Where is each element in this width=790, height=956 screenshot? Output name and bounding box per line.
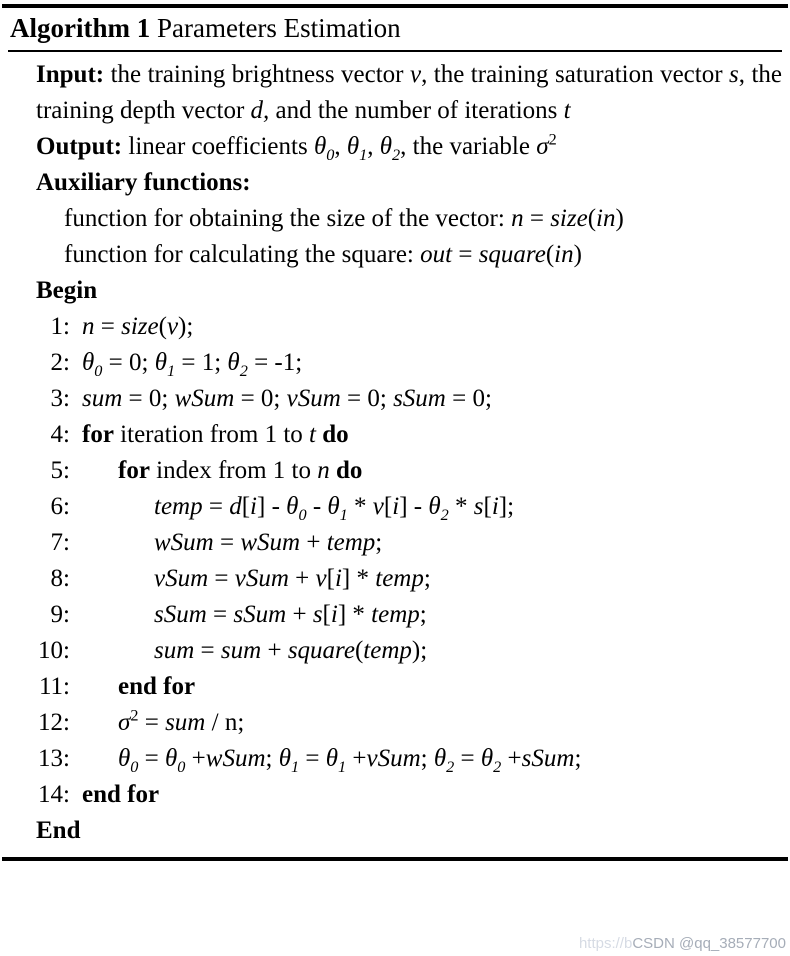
algorithm-paragraph (8, 813, 782, 849)
text-segment: temp (371, 601, 420, 629)
text-segment: , (334, 133, 347, 161)
text-segment: n (317, 457, 330, 485)
text-segment: v (372, 493, 384, 521)
text-segment: = (202, 493, 230, 521)
algorithm-step (8, 777, 782, 813)
text-segment: ) (573, 241, 582, 269)
text-segment: sSum (233, 601, 287, 629)
text-segment: End (36, 817, 81, 845)
text-segment: end for (82, 781, 160, 809)
text-segment: 1 (166, 362, 176, 381)
text-segment: iteration from 1 to (113, 421, 310, 449)
text-segment: 0 (177, 758, 186, 777)
text-segment: do (322, 421, 349, 449)
text-segment: θ (379, 133, 393, 161)
text-segment: ] * (337, 601, 372, 629)
line-number: 7: (50, 529, 70, 557)
text-segment: out (420, 241, 453, 269)
text-segment: [ (483, 493, 492, 521)
text-segment: 2 (440, 506, 449, 525)
text-segment: * (347, 493, 373, 521)
text-segment: temp (154, 493, 203, 521)
text-segment: ; (375, 529, 383, 557)
step-content (70, 345, 302, 381)
text-segment: 2 (493, 758, 502, 777)
text-segment: index from 1 to (149, 457, 318, 485)
text-segment: + (185, 745, 206, 773)
text-segment: + (501, 745, 522, 773)
text-segment: ); (178, 313, 194, 341)
text-segment: θ (278, 745, 291, 773)
step-content (70, 309, 193, 345)
text-segment: = 0; (234, 385, 287, 413)
text-segment: i (250, 493, 257, 521)
text-segment: wSum (154, 529, 214, 557)
text-segment: , the training depth vector (36, 61, 782, 125)
text-segment: * (448, 493, 474, 521)
text-segment: = (213, 529, 241, 557)
text-segment: wSum (240, 529, 301, 557)
text-segment: size (121, 313, 159, 341)
text-segment: wSum (174, 385, 235, 413)
text-segment: 1 (338, 758, 347, 777)
line-number: 6: (50, 493, 70, 521)
text-segment: = 0; (122, 385, 175, 413)
text-segment: + (300, 529, 327, 557)
text-segment: square (478, 241, 546, 269)
text-segment: n (511, 205, 524, 233)
text-segment: θ (327, 493, 340, 521)
step-content (70, 669, 195, 705)
text-segment: ) (615, 205, 624, 233)
text-segment: θ (313, 133, 327, 161)
text-segment: end for (118, 673, 196, 701)
text-segment: linear coefficients (128, 133, 314, 161)
text-segment: + (286, 601, 313, 629)
text-segment: ( (354, 637, 364, 665)
text-segment: s (312, 601, 323, 629)
text-segment: + (261, 637, 288, 665)
text-segment: and the number of iterations (269, 97, 564, 125)
text-segment: θ (154, 349, 167, 377)
step-content (70, 597, 427, 633)
text-segment: sum (220, 637, 262, 665)
step-content (70, 777, 159, 813)
text-segment: θ (433, 745, 447, 773)
text-segment: ( (158, 313, 167, 341)
text-segment: d, (250, 97, 270, 125)
text-segment: 0 (94, 362, 103, 381)
line-number: 10: (38, 637, 70, 665)
text-segment: ); (411, 637, 428, 665)
text-segment: in (596, 205, 616, 233)
line-number: 13: (38, 745, 70, 773)
algorithm-step (8, 561, 782, 597)
text-segment: = (523, 205, 551, 233)
algorithm-step (8, 669, 782, 705)
text-segment: vSum (154, 565, 209, 593)
text-segment: v (409, 61, 422, 89)
text-segment: 2 (392, 146, 401, 165)
text-segment: θ (118, 745, 131, 773)
text-segment: do (336, 457, 363, 485)
line-number: 4: (50, 421, 70, 449)
step-content (70, 633, 427, 669)
line-number: 9: (50, 601, 70, 629)
text-segment: ( (545, 241, 555, 269)
text-segment: s (473, 493, 484, 521)
text-segment: ] - (257, 493, 287, 521)
line-number: 5: (50, 457, 70, 485)
text-segment: [ (241, 493, 251, 521)
text-segment: = (194, 637, 221, 665)
text-segment: = 1; (175, 349, 228, 377)
text-segment: θ (428, 493, 441, 521)
text-segment: 0 (326, 146, 335, 165)
text-segment: ; (265, 745, 279, 773)
step-content (70, 705, 244, 741)
text-segment: θ (325, 745, 339, 773)
text-segment: = (454, 745, 481, 773)
text-segment: v (166, 313, 179, 341)
text-segment: = -1; (247, 349, 303, 377)
text-segment: n (82, 313, 95, 341)
text-segment: vSum (286, 385, 341, 413)
step-content (70, 741, 581, 777)
text-segment: function for obtaining the size of the vector: (64, 205, 512, 233)
text-segment: sSum (393, 385, 446, 413)
algorithm-step (8, 453, 782, 489)
algorithm-step (8, 597, 782, 633)
text-segment: sSum (154, 601, 207, 629)
step-content (70, 561, 431, 597)
text-segment: [ (326, 565, 335, 593)
algorithm-step (8, 705, 782, 741)
text-segment: , the training saturation vector (421, 61, 729, 89)
line-number: 3: (50, 385, 70, 413)
algorithm-step (8, 489, 782, 525)
algorithm-title: Parameters Estimation (156, 13, 401, 43)
text-segment: Input: (36, 61, 111, 89)
text-segment: 2 (239, 362, 248, 381)
text-segment: + (346, 745, 367, 773)
algorithm-paragraph (8, 273, 782, 309)
text-segment: size (550, 205, 588, 233)
algorithm-body (8, 52, 782, 857)
text-segment: v (315, 565, 327, 593)
text-segment: = 0; (102, 349, 155, 377)
text-segment: t (563, 97, 571, 125)
text-segment: i (491, 493, 499, 521)
text-segment: θ (480, 745, 494, 773)
text-segment: θ (82, 349, 95, 377)
algorithm-step (8, 381, 782, 417)
text-segment: = (138, 745, 166, 773)
text-segment: in (554, 241, 574, 269)
text-segment: t (309, 421, 316, 449)
text-segment: ; (419, 601, 427, 629)
text-segment: ( (587, 205, 597, 233)
text-segment: for (118, 457, 150, 485)
text-segment: sum (154, 637, 195, 665)
text-segment: θ (165, 745, 178, 773)
text-segment: ] * (341, 565, 376, 593)
step-content (70, 525, 382, 561)
text-segment: for (82, 421, 114, 449)
text-segment: temp (363, 637, 412, 665)
text-segment: = (452, 241, 479, 269)
text-segment: 2 (446, 758, 455, 777)
text-segment: wSum (205, 745, 266, 773)
text-segment: Auxiliary functions: (36, 169, 251, 197)
line-number: 2: (50, 349, 70, 377)
text-segment: θ (346, 133, 360, 161)
algorithm-paragraph (8, 57, 782, 129)
text-segment: = (206, 601, 234, 629)
text-segment: sSum (521, 745, 575, 773)
line-number: 12: (38, 709, 70, 737)
text-segment: ; (423, 565, 431, 593)
algorithm-label: Algorithm 1 (10, 13, 151, 43)
text-segment: = (94, 313, 122, 341)
text-segment: ] - (399, 493, 429, 521)
text-segment: square (287, 637, 355, 665)
text-segment: temp (375, 565, 424, 593)
algorithm-paragraph (8, 201, 782, 237)
text-segment: i (392, 493, 400, 521)
watermark (579, 935, 786, 952)
text-segment: sum (165, 709, 206, 737)
text-segment: = (208, 565, 235, 593)
text-segment: 1 (359, 146, 368, 165)
text-segment: = 0; (340, 385, 394, 413)
text-segment: sum (82, 385, 123, 413)
step-content (70, 417, 349, 453)
text-segment: vSum (366, 745, 421, 773)
line-number: 11: (38, 673, 70, 701)
text-segment: / n; (205, 709, 245, 737)
text-segment: ]; (498, 493, 515, 521)
text-segment: temp (326, 529, 376, 557)
text-segment: Output: (36, 133, 129, 161)
text-segment: [ (383, 493, 393, 521)
text-segment: [ (322, 601, 331, 629)
text-segment: 2 (548, 130, 557, 149)
text-segment: 2 (130, 706, 139, 725)
text-segment: s (729, 61, 739, 89)
line-number: 14: (38, 781, 70, 809)
text-segment: = 0; (445, 385, 492, 413)
text-segment: 0 (298, 506, 307, 525)
watermark-prefix: https://b (578, 935, 633, 952)
text-segment: 1 (339, 506, 348, 525)
algorithm-step (8, 633, 782, 669)
text-segment: = (299, 745, 326, 773)
algorithm-header (8, 8, 782, 52)
algorithm-paragraph (8, 129, 782, 165)
algorithm-paragraph (8, 237, 782, 273)
line-number: 8: (50, 565, 70, 593)
step-content (70, 489, 514, 525)
algorithm-box (2, 4, 788, 861)
text-segment: , (367, 133, 380, 161)
text-segment: σ (118, 709, 131, 737)
text-segment: θ (286, 493, 299, 521)
algorithm-step (8, 345, 782, 381)
text-segment: d (229, 493, 242, 521)
text-segment: 0 (130, 758, 139, 777)
algorithm-step (8, 525, 782, 561)
text-segment: vSum (234, 565, 289, 593)
text-segment: , the variable (400, 133, 537, 161)
text-segment: function for calculating the square: (64, 241, 421, 269)
algorithm-step (8, 309, 782, 345)
line-number: 1: (50, 313, 70, 341)
algorithm-step (8, 417, 782, 453)
watermark-text: CSDN @qq_38577700 (632, 935, 786, 952)
text-segment: Begin (36, 277, 98, 305)
algorithm-step (8, 741, 782, 777)
text-segment: σ (536, 133, 549, 161)
text-segment: the training brightness vector (110, 61, 410, 89)
text-segment: ; (420, 745, 434, 773)
text-segment: - (306, 493, 328, 521)
step-content (70, 453, 362, 489)
algorithm-paragraph (8, 165, 782, 201)
text-segment: + (288, 565, 316, 593)
step-content (70, 381, 492, 417)
text-segment: 1 (291, 758, 300, 777)
text-segment: i (334, 565, 342, 593)
text-segment: ; (574, 745, 582, 773)
text-segment: = (138, 709, 166, 737)
text-segment: i (330, 601, 338, 629)
text-segment: θ (227, 349, 240, 377)
